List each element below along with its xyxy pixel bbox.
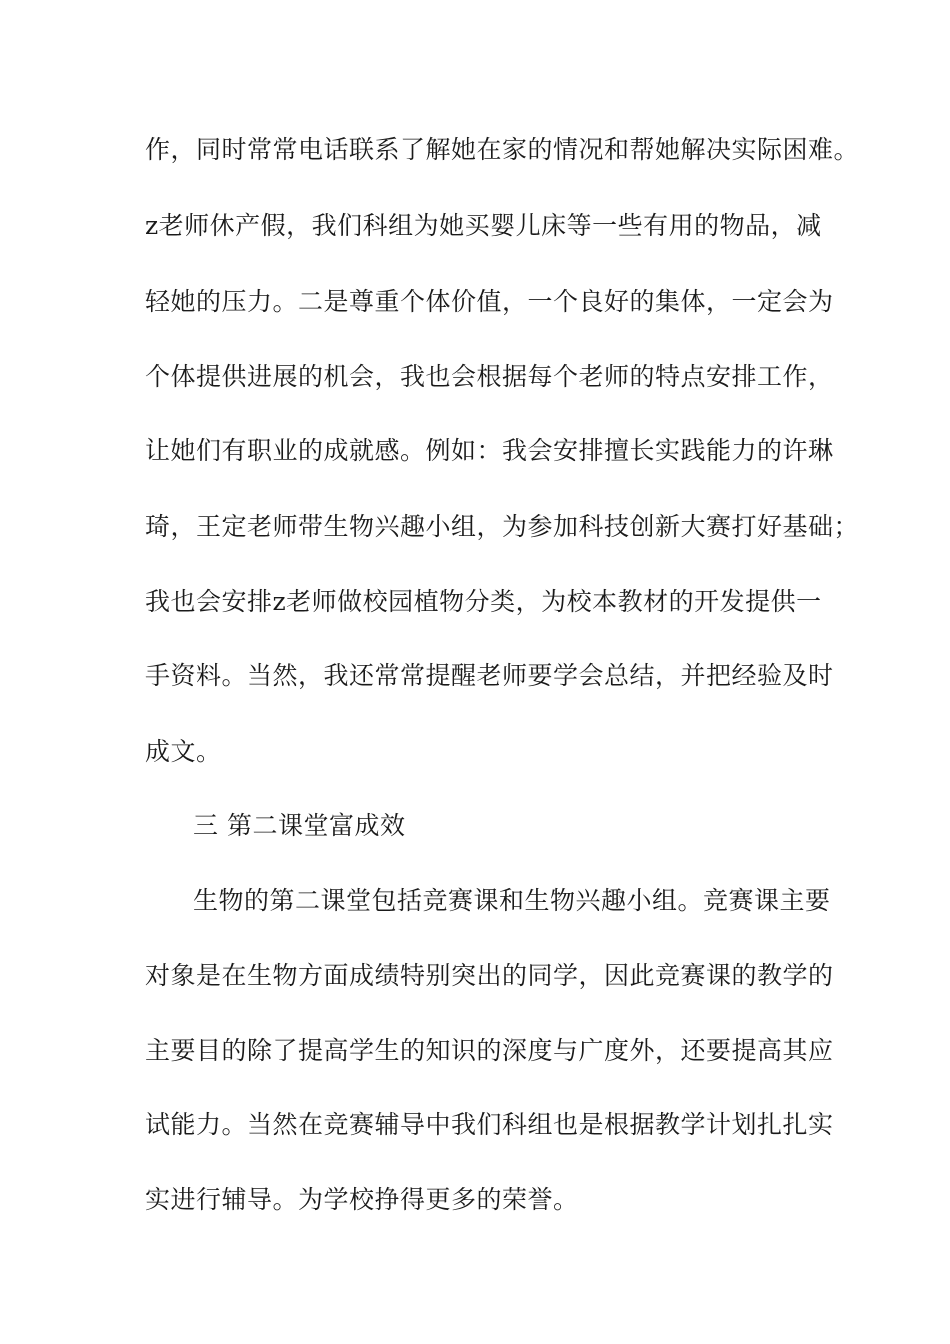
body-text-line: z老师休产假，我们科组为她买婴儿床等一些有用的物品，减 <box>145 211 822 240</box>
section-heading: 三 第二课堂富成效 <box>193 811 406 840</box>
body-text-line: 让她们有职业的成就感。例如：我会安排擅长实践能力的许琳 <box>145 436 834 465</box>
body-text-line: 成文。 <box>145 737 222 766</box>
body-text-line: 实进行辅导。为学校挣得更多的荣誉。 <box>145 1185 579 1214</box>
body-text-line: 我也会安排z老师做校园植物分类，为校本教材的开发提供一 <box>145 587 822 616</box>
body-text-line: 个体提供进展的机会，我也会根据每个老师的特点安排工作， <box>145 362 834 391</box>
body-text-line: 轻她的压力。二是尊重个体价值，一个良好的集体，一定会为 <box>145 287 834 316</box>
body-text-line: 手资料。当然，我还常常提醒老师要学会总结，并把经验及时 <box>145 661 834 690</box>
body-text-line: 对象是在生物方面成绩特别突出的同学，因此竞赛课的教学的 <box>145 961 834 990</box>
paragraph-first-line: 生物的第二课堂包括竞赛课和生物兴趣小组。竞赛课主要 <box>193 886 831 915</box>
body-text-line: 琦，王定老师带生物兴趣小组，为参加科技创新大赛打好基础； <box>145 512 860 541</box>
body-text-line: 试能力。当然在竞赛辅导中我们科组也是根据教学计划扎扎实 <box>145 1110 834 1139</box>
body-text-line: 主要目的除了提高学生的知识的深度与广度外，还要提高其应 <box>145 1036 834 1065</box>
body-text-line: 作，同时常常电话联系了解她在家的情况和帮她解决实际困难。 <box>145 135 860 164</box>
